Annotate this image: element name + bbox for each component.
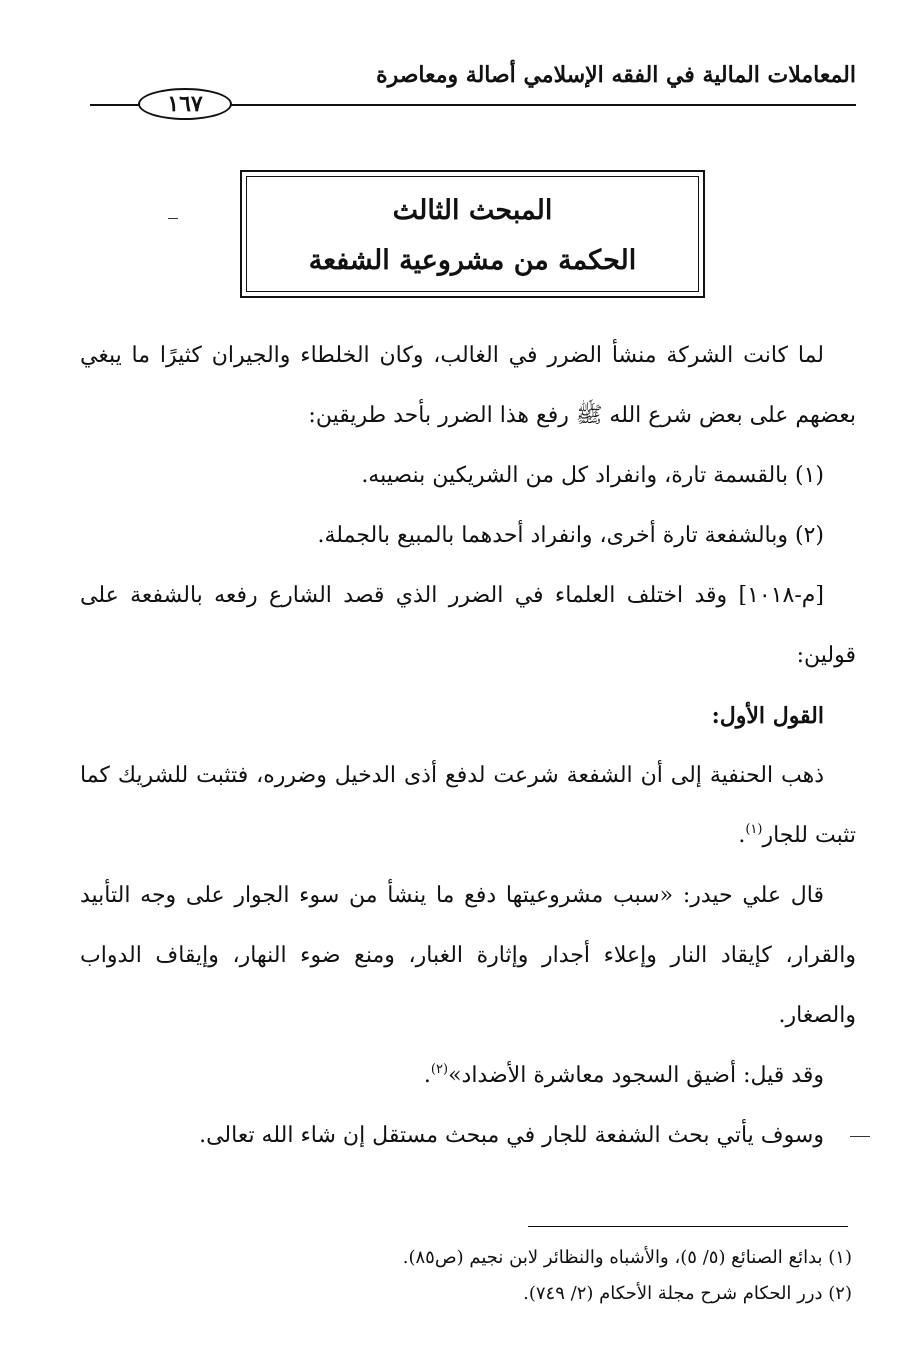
disagreement-paragraph: [م-١٠١٨] وقد اختلف العلماء في الضرر الذي قصد الشارع رفعه بالشفعة على قولين: — [80, 583, 856, 668]
list-item-2: (٢) وبالشفعة تارة أخرى، وانفراد أحدهما بالمبيع بالجملة. — [317, 523, 824, 548]
hanafi-paragraph — [80, 746, 856, 866]
section-number-title: المبحث الثالث — [392, 195, 553, 226]
section-title-box — [240, 170, 705, 298]
footnote-1: (١) بدائع الصنائع (٥/ ٥)، والأشباه والنظائر لابن نجيم (ص٨٥). — [402, 1247, 852, 1268]
saying-paragraph — [80, 1046, 856, 1106]
footnote-separator — [528, 1226, 848, 1227]
page-number: ١٦٧ — [138, 88, 232, 120]
footnote-2: (٢) درر الحكام شرح مجلة الأحكام (٢/ ٧٤٩). — [523, 1283, 852, 1304]
intro-paragraph: لما كانت الشركة منشأ الضرر في الغالب، وكان الخلطاء والجيران كثيرًا ما يبغي بعضهم على بعض شرع الله ﷺ رفع هذا الضرر بأحد طريقين: — [80, 343, 856, 428]
saying-text: وقد قيل: أضيق السجود معاشرة الأضداد» — [448, 1063, 824, 1088]
running-header-title: المعاملات المالية في الفقه الإسلامي أصالة ومعاصرة — [376, 62, 856, 88]
body-text — [80, 326, 856, 1166]
footnote-ref-2: (٢) — [430, 1062, 449, 1077]
saying-period: . — [423, 1063, 431, 1088]
hanafi-period: . — [738, 823, 746, 848]
scan-mark — [168, 218, 178, 219]
first-opinion-heading: القول الأول: — [711, 703, 824, 729]
section-main-title: الحكمة من مشروعية الشفعة — [308, 245, 637, 276]
closing-paragraph: وسوف يأتي بحث الشفعة للجار في مبحث مستقل إن شاء الله تعالى. — [199, 1123, 824, 1148]
hanafi-text: ذهب الحنفية إلى أن الشفعة شرعت لدفع أذى الدخيل وضرره، فتثبت للشريك كما تثبت للجار — [80, 763, 856, 848]
list-item-1: (١) بالقسمة تارة، وانفراد كل من الشريكين بنصيبه. — [361, 463, 824, 488]
ali-haydar-quote-paragraph: قال علي حيدر: «سبب مشروعيتها دفع ما ينشأ من سوء الجوار على وجه التأبيد والقرار، كإيقاد النار وإعلاء أجدار وإثارة الغبار، ومنع ضوء النهار، وإيقاف الدواب والصغار. — [80, 883, 856, 1028]
footnote-ref-1: (١) — [745, 822, 763, 837]
footnotes — [80, 1240, 852, 1312]
section-title-inner-border — [246, 176, 699, 292]
